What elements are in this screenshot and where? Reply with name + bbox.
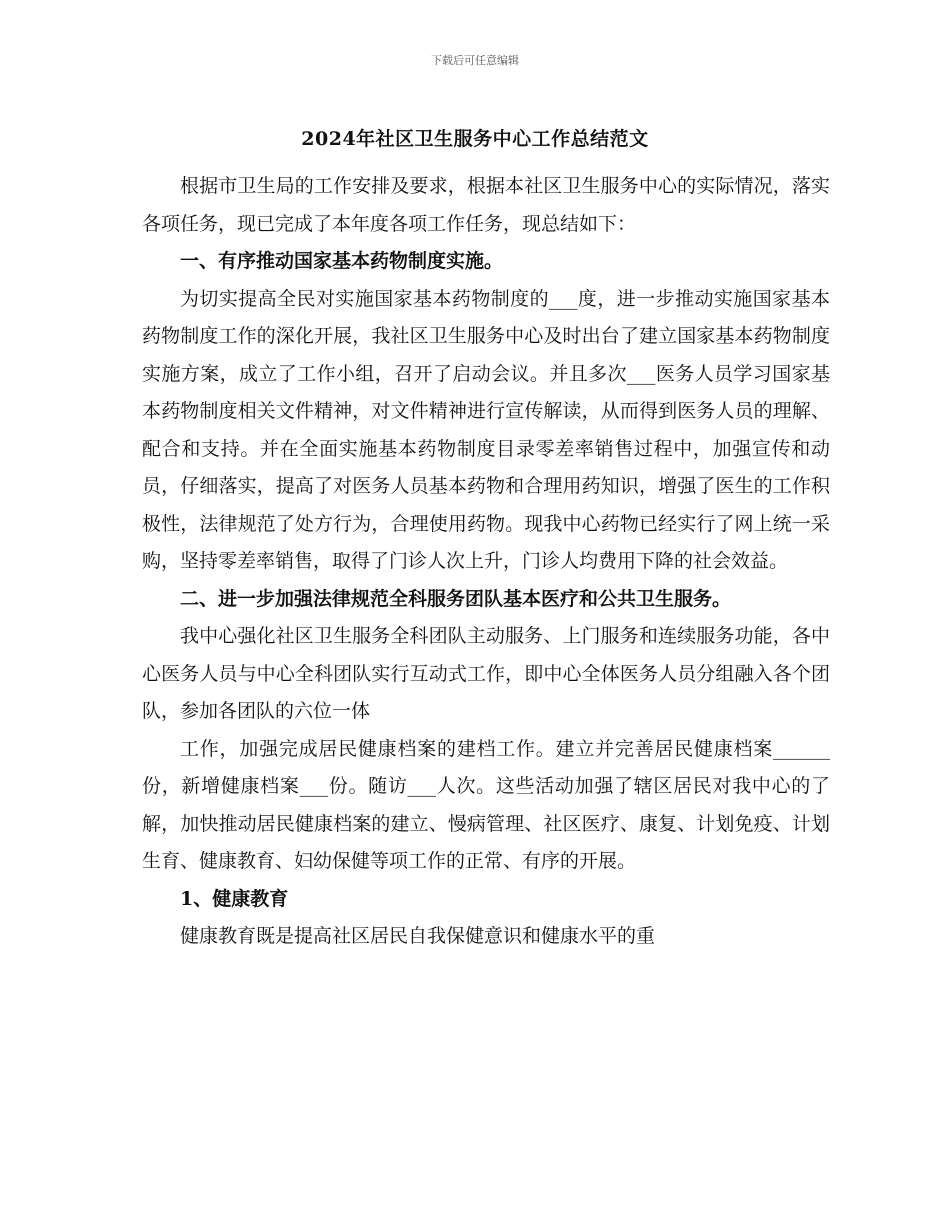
section-1-heading: 一、有序推动国家基本药物制度实施。 (180, 250, 504, 272)
page-header: 下载后可任意编辑 (431, 54, 519, 67)
section-2-paragraph-2: 工作，加强完成居民健康档案的建档工作。建立并完善居民健康档案______份，新增健康档案___份。随访___人次。这些活动加强了辖区居民对我中心的了解，加快推动居民健康档案的建立、慢病管理、社区医疗、康复、计划免疫、计划生育、健康教育、妇幼保健等项工作的正常、有序的开展。 (142, 737, 830, 872)
document-title: 2024年社区卫生服务中心工作总结范文 (301, 128, 649, 150)
document-body (142, 168, 830, 956)
intro-paragraph: 根据市卫生局的工作安排及要求，根据本社区卫生服务中心的实际情况，落实各项任务，现已完成了本年度各项工作任务，现总结如下： (142, 175, 830, 235)
subsection-1-heading: 1、健康教育 (180, 887, 289, 910)
section-2-heading: 二、进一步加强法律规范全科服务团队基本医疗和公共卫生服务。 (180, 587, 732, 610)
subsection-1-paragraph: 健康教育既是提高社区居民自我保健意识和健康水平的重 (180, 925, 656, 947)
section-1-paragraph: 为切实提高全民对实施国家基本药物制度的___度，进一步推动实施国家基本药物制度工作的深化开展，我社区卫生服务中心及时出台了建立国家基本药物制度实施方案，成立了工作小组，召开了启动会议。并且多次___医务人员学习国家基本药物制度相关文件精神，对文件精神进行宣传解读，从而得到医务人员的理解、配合和支持。并在全面实施基本药物制度目录零差率销售过程中，加强宣传和动员，仔细落实，提高了对医务人员基本药物和合理用药知识，增强了医生的工作积极性，法律规范了处方行为，合理使用药物。现我中心药物已经实行了网上统一采购，坚持零差率销售，取得了门诊人次上升，门诊人均费用下降的社会效益。 (142, 287, 830, 572)
section-2-paragraph-1: 我中心强化社区卫生服务全科团队主动服务、上门服务和连续服务功能，各中心医务人员与中心全科团队实行互动式工作，即中心全体医务人员分组融入各个团队，参加各团队的六位一体 (142, 625, 830, 722)
